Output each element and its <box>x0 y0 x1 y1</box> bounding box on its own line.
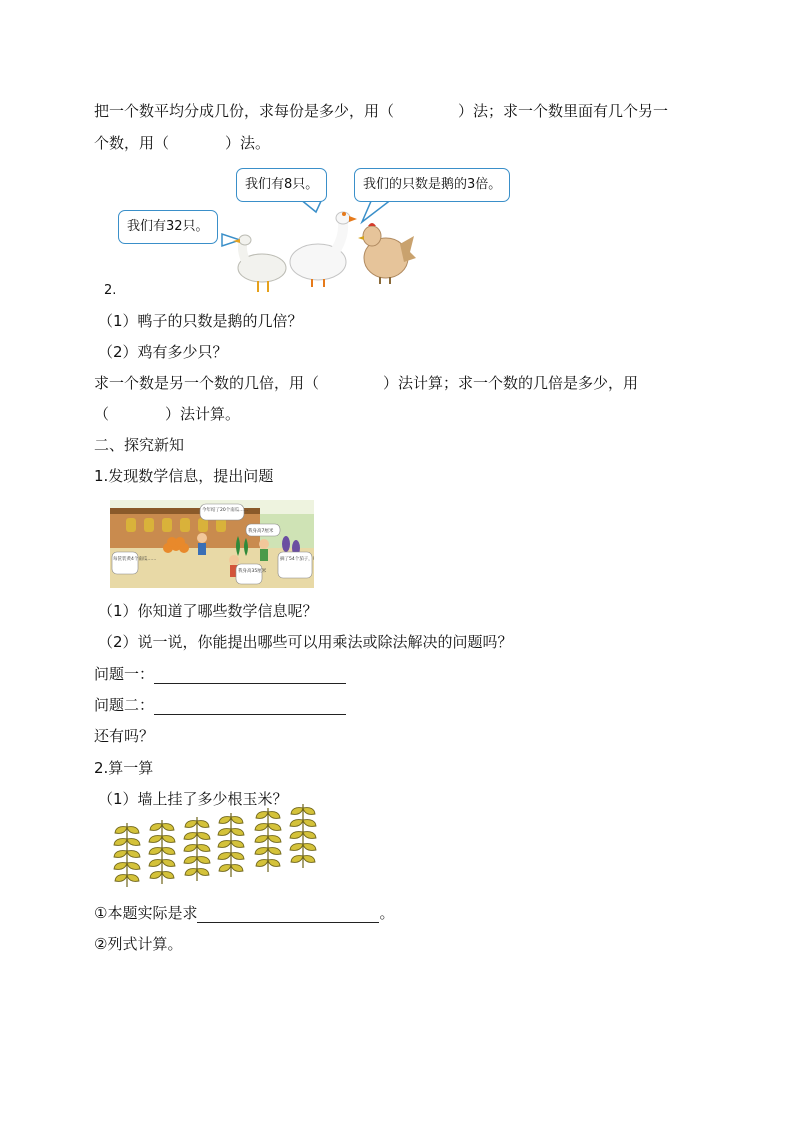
q1-text-d: ）法。 <box>225 134 271 152</box>
q3-text-a: 求一个数是另一个数的几倍，用（ <box>94 374 320 392</box>
scene-label-eggplants: 摘了54个茄子，每盘装6个…… <box>280 557 343 562</box>
item-1-sub-2: （2）说一说，你能提出哪些可以用乘法或除法解决的问题吗？ <box>98 633 513 651</box>
item-2-title: 2.算一算 <box>94 759 154 777</box>
speech-bubble-geese: 我们有8只。 <box>236 168 327 202</box>
question-2-label: 问题二： <box>94 696 155 714</box>
circle-1-row <box>94 903 394 923</box>
circle-1-answer-line[interactable] <box>197 905 379 923</box>
speech-bubble-chickens: 我们的只数是鹅的3倍。 <box>354 168 510 202</box>
corn-icon <box>255 808 281 872</box>
circle-2-text: ②列式计算。 <box>94 935 183 953</box>
q3-text-d: ）法计算。 <box>165 405 241 423</box>
section-heading: 二、探究新知 <box>94 436 185 454</box>
item-1-title: 1.发现数学信息，提出问题 <box>94 467 274 485</box>
question-2-sub-1: （1）鸭子的只数是鹅的几倍？ <box>98 312 303 330</box>
scene-label-pumpkins: 今年结了20个南瓜…… <box>202 508 249 513</box>
q1-text-b: ）法；求一个数里面有几个另一 <box>458 102 669 120</box>
corn-icon <box>114 823 140 887</box>
corn-icon <box>290 804 316 868</box>
item-2-sub-1: （1）墙上挂了多少根玉米？ <box>98 790 288 808</box>
question-2-number: 2. <box>104 283 117 298</box>
q1-text-c: 个数，用（ <box>94 134 170 152</box>
q3-text-b: ）法计算；求一个数的几倍是多少，用 <box>383 374 639 392</box>
question-2-sub-2: （2）鸡有多少只？ <box>98 343 228 361</box>
item-1-sub-1: （1）你知道了哪些数学信息呢？ <box>98 602 318 620</box>
corn-icon <box>184 817 210 881</box>
scene-label-height-7: 我身高7厘米 <box>248 529 274 534</box>
q3-text-c: （ <box>94 405 110 423</box>
scene-label-height-35: 我身高35厘米 <box>238 569 267 574</box>
corn-icon <box>218 813 244 877</box>
scene-label-baskets: 每筐装黄4个南瓜…… <box>113 557 157 562</box>
circle-1-suffix: 。 <box>379 904 395 922</box>
speech-bubble-ducks: 我们有32只。 <box>118 210 218 244</box>
more-questions-prompt: 还有吗？ <box>94 727 155 745</box>
corn-icon <box>149 820 175 884</box>
circle-1-prefix: ①本题实际是求 <box>94 904 198 922</box>
question-1-label: 问题一： <box>94 665 155 683</box>
q1-text-a: 把一个数平均分成几份，求每份是多少，用（ <box>94 102 395 120</box>
